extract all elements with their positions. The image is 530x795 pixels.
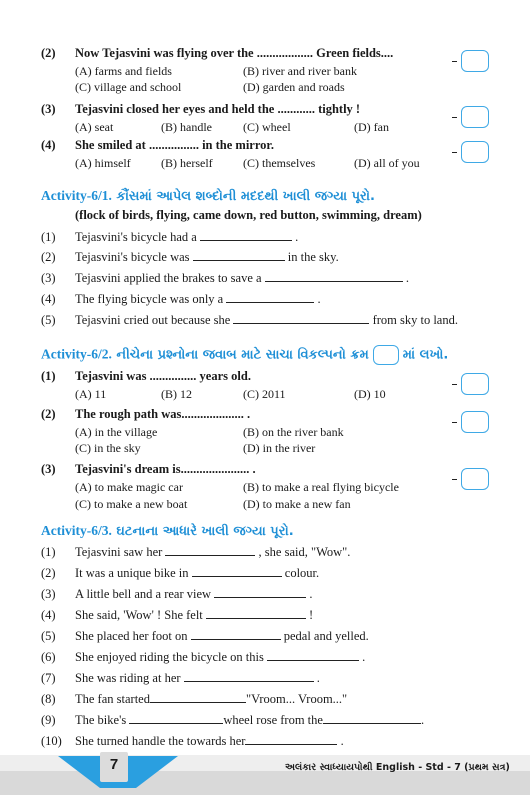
blank-line[interactable] [265,271,403,282]
question-text: Tejasvini closed her eyes and held the ............ tightly ! [75,102,361,116]
blank-line[interactable] [193,250,285,261]
option: (C) themselves [243,156,316,170]
option: (D) in the river [243,441,316,455]
question-text: Tejasvini's dream is...................... . [75,462,256,476]
fill-blank-item: The fan started "Vroom... Vroom..." [75,692,348,706]
option: (D) to make a new fan [243,497,351,511]
activity-heading: Activity-6/1. કૌંસમાં આપેલ શબ્દોની મદદથી ખાલી જગ્યા પૂરો. [41,188,375,204]
option: (C) in the sky [75,441,141,455]
fill-blank-item: A little bell and a rear view . [75,587,313,601]
answer-box[interactable] [461,411,489,433]
answer-box[interactable] [461,50,489,72]
option: (C) to make a new boat [75,497,188,511]
blank-line[interactable] [323,713,421,724]
blank-line[interactable] [200,230,292,241]
blank-line[interactable] [233,313,369,324]
question-number: (4) [41,138,56,152]
option: (A) in the village [75,425,158,439]
fill-blank-item: She said, 'Wow' ! She felt ! [75,608,314,622]
option: (A) himself [75,156,131,170]
question-text: Tejasvini was ............... years old. [75,369,251,383]
question-number: (2) [41,46,56,60]
option: (D) 10 [354,387,386,401]
fill-blank-item: She turned handle the towards her . [75,734,344,748]
blank-line[interactable] [191,629,281,640]
blank-line[interactable] [192,566,282,577]
fill-blank-item: Tejasvini applied the brakes to save a . [75,271,409,285]
blank-line[interactable] [267,650,359,661]
option: (B) on the river bank [243,425,344,439]
answer-box[interactable] [461,468,489,490]
fill-blank-item: It was a unique bike in colour. [75,566,320,580]
answer-box[interactable] [461,141,489,163]
option: (B) river and river bank [243,64,357,78]
blank-line[interactable] [206,608,306,619]
option: (B) herself [161,156,213,170]
option: (A) to make magic car [75,480,183,494]
question-text: The rough path was.................... . [75,407,251,421]
question-text: Now Tejasvini was flying over the .................. Green fields.... [75,46,394,60]
blank-line[interactable] [214,587,306,598]
blank-line[interactable] [245,734,337,745]
activity-heading: Activity-6/3. ઘટનાના આધારે ખાલી જગ્યા પૂરો. [41,523,294,539]
fill-blank-item: The bike's wheel rose from the . [75,713,425,727]
fill-blank-item: The flying bicycle was only a . [75,292,321,306]
fill-blank-item: Tejasvini's bicycle had a . [75,230,299,244]
inline-answer-box [373,345,399,365]
word-bank: (flock of birds, flying, came down, red button, swimming, dream) [75,208,422,222]
fill-blank-item: Tejasvini's bicycle was in the sky. [75,250,339,264]
question-text: She smiled at ................ in the mirror. [75,138,274,152]
option: (C) 2011 [243,387,286,401]
fill-blank-item: She placed her foot on pedal and yelled. [75,629,369,643]
fill-blank-item: She was riding at her . [75,671,320,685]
blank-line[interactable] [129,713,223,724]
activity-heading: Activity-6/2. નીચેના પ્રશ્નોના જવાબ માટે સાચા વિકલ્પનો ક્રમ માં લખો. [41,345,448,365]
question-number: (3) [41,102,56,116]
blank-line[interactable] [184,671,314,682]
book-title: અલંકાર સ્વાધ્યાયપોથી English - Std - 7 (પ્રથમ સત્ર) [285,762,510,773]
blank-line[interactable] [226,292,314,303]
fill-blank-item: Tejasvini cried out because she from sky to land. [75,313,458,327]
option: (B) 12 [161,387,192,401]
option: (B) to make a real flying bicycle [243,480,399,494]
option: (C) wheel [243,120,291,134]
option: (A) farms and fields [75,64,172,78]
option: (D) garden and roads [243,80,345,94]
answer-box[interactable] [461,373,489,395]
page-number: 7 [109,756,119,773]
option: (A) seat [75,120,114,134]
blank-line[interactable] [150,692,246,703]
fill-blank-item: She enjoyed riding the bicycle on this . [75,650,366,664]
blank-line[interactable] [165,545,255,556]
option: (B) handle [161,120,212,134]
option: (A) 11 [75,387,107,401]
fill-blank-item: Tejasvini saw her , she said, "Wow". [75,545,351,559]
option: (C) village and school [75,80,182,94]
option: (D) fan [354,120,389,134]
option: (D) all of you [354,156,420,170]
answer-box[interactable] [461,106,489,128]
